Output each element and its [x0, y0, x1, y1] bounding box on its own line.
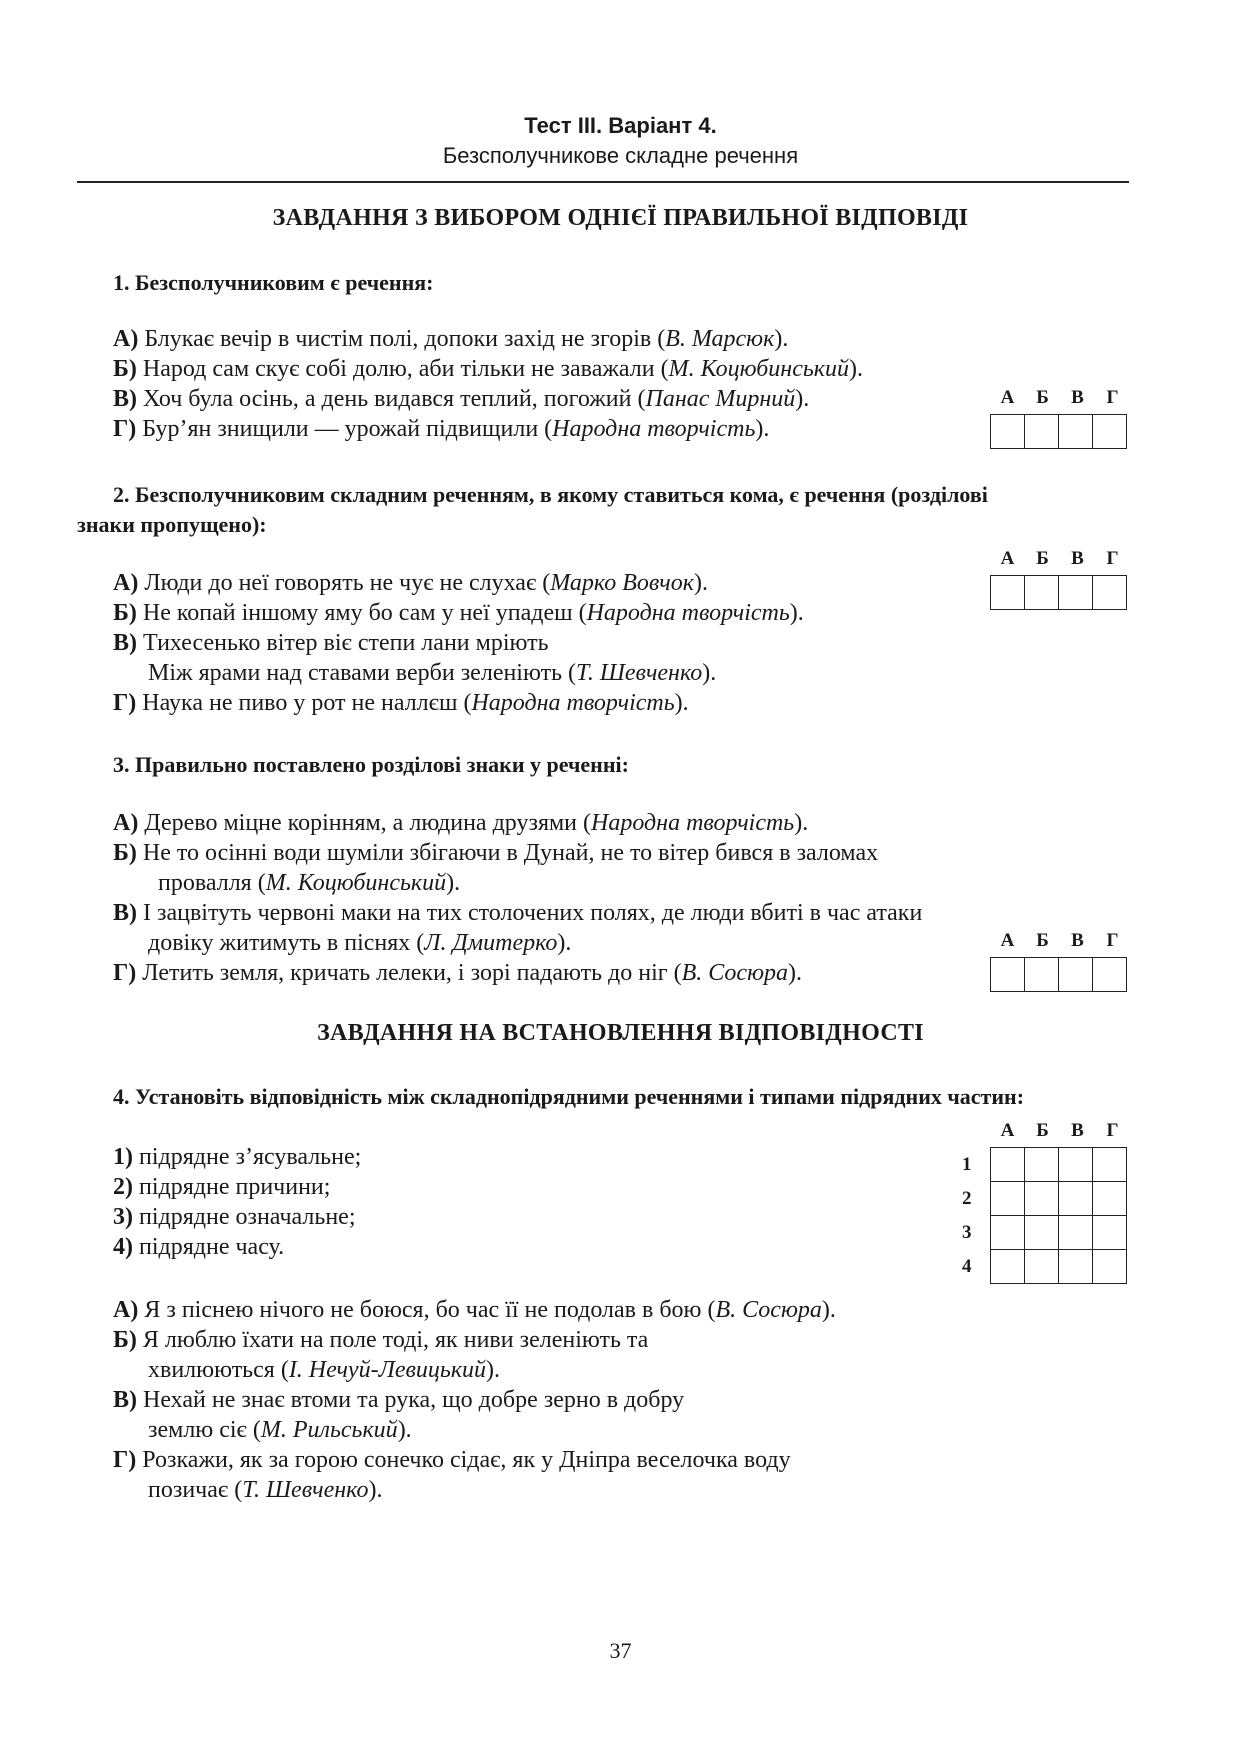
q3-option-b-continued: провалля (М. Коцюбинський). [158, 870, 461, 896]
q4-cell-3-g[interactable] [1093, 1216, 1127, 1250]
section-heading-single-choice: ЗАВДАННЯ З ВИБОРОМ ОДНІЄЇ ПРАВИЛЬНОЇ ВІДПОВІДІ [272, 205, 969, 231]
q4-option-g-continued: позичає (Т. Шевченко). [148, 1477, 383, 1503]
q3-answer-grid [990, 957, 1127, 992]
question-2-line-1: 2. Безсполучниковим складним реченням, в якому ставиться кома, є речення (розділові [113, 482, 988, 507]
q2-option-g[interactable]: Г) Наука не пиво у рот не наллєш (Народна творчість). [113, 690, 689, 716]
q4-answer-grid [962, 1147, 1127, 1284]
q2-option-v-continued: Між ярами над ставами верби зеленіють (Т. Шевченко). [148, 660, 717, 686]
q4-cell-1-g[interactable] [1093, 1148, 1127, 1182]
q4-cell-2-g[interactable] [1093, 1182, 1127, 1216]
q4-option-b-continued: хвилюються (І. Нечуй-Левицький). [148, 1357, 501, 1383]
test-title: Тест ІІІ. Варіант 4. [524, 113, 717, 138]
q4-option-a[interactable]: А) Я з піснею нічого не боюся, бо час її не подолав в бою (В. Сосюра). [113, 1297, 836, 1323]
test-subtitle: Безсполучникове складне речення [442, 143, 799, 168]
q3-cell-a[interactable] [991, 958, 1025, 992]
q1-option-v[interactable]: В) Хоч була осінь, а день видався теплий, погожий (Панас Мирний). [113, 386, 810, 412]
q2-option-b[interactable]: Б) Не копай іншому яму бо сам у неї упадеш (Народна творчість). [113, 600, 804, 626]
q4-type-2: 2) підрядне причини; [113, 1174, 331, 1200]
q1-cell-g[interactable] [1093, 415, 1127, 449]
q4-cell-1-b[interactable] [1025, 1148, 1059, 1182]
q4-cell-4-v[interactable] [1059, 1250, 1093, 1284]
q1-cell-a[interactable] [991, 415, 1025, 449]
q4-option-b[interactable]: Б) Я люблю їхати на поле тоді, як ниви зеленіють та [113, 1327, 649, 1353]
q4-grid-header: А Б В Г [1000, 1120, 1119, 1141]
q4-cell-4-g[interactable] [1093, 1250, 1127, 1284]
question-1: 1. Безсполучниковим є речення: [113, 270, 434, 295]
q4-cell-1-v[interactable] [1059, 1148, 1093, 1182]
q4-option-v[interactable]: В) Нехай не знає втоми та рука, що добре зерно в добру [113, 1387, 685, 1413]
q2-cell-a[interactable] [991, 576, 1025, 610]
q4-type-4: 4) підрядне часу. [113, 1234, 285, 1260]
q4-cell-4-b[interactable] [1025, 1250, 1059, 1284]
header-divider [77, 181, 1129, 183]
q1-cell-b[interactable] [1025, 415, 1059, 449]
q3-option-b[interactable]: Б) Не то осінні води шуміли збігаючи в Дунай, не то вітер бився в заломах [113, 840, 879, 866]
q1-cell-v[interactable] [1059, 415, 1093, 449]
q3-option-a[interactable]: А) Дерево міцне корінням, а людина друзями (Народна творчість). [113, 810, 809, 836]
q2-option-v[interactable]: В) Тихесенько вітер віє степи лани мріють [113, 630, 549, 656]
q1-option-b[interactable]: Б) Народ сам скує собі долю, аби тільки не заважали (М. Коцюбинський). [113, 356, 864, 382]
q1-answer-grid [990, 414, 1127, 449]
q3-option-v[interactable]: В) І зацвітуть червоні маки на тих столочених полях, де люди вбиті в час атаки [113, 900, 923, 926]
section-heading-matching: ЗАВДАННЯ НА ВСТАНОВЛЕННЯ ВІДПОВІДНОСТІ [317, 1020, 924, 1046]
q4-option-g[interactable]: Г) Розкажи, як за горою сонечко сідає, як у Дніпра веселочка воду [113, 1447, 791, 1473]
q3-cell-g[interactable] [1093, 958, 1127, 992]
q2-answer-grid [990, 575, 1127, 610]
q1-grid-header: А Б В Г [1000, 387, 1119, 408]
q2-cell-v[interactable] [1059, 576, 1093, 610]
page-number: 37 [609, 1638, 632, 1663]
q2-cell-b[interactable] [1025, 576, 1059, 610]
q4-cell-3-b[interactable] [1025, 1216, 1059, 1250]
q1-option-g[interactable]: Г) Бур’ян знищили — урожай підвищили (Народна творчість). [113, 416, 770, 442]
q4-cell-2-b[interactable] [1025, 1182, 1059, 1216]
question-4: 4. Установіть відповідність між складнопідрядними реченнями і типами підрядних частин: [113, 1084, 1025, 1109]
q4-type-3: 3) підрядне означальне; [113, 1204, 356, 1230]
q4-option-v-continued: землю сіє (М. Рильський). [148, 1417, 412, 1443]
q4-cell-1-a[interactable] [991, 1148, 1025, 1182]
q1-option-a[interactable]: А) Блукає вечір в чистім полі, допоки захід не згорів (В. Марсюк). [113, 326, 789, 352]
question-3: 3. Правильно поставлено розділові знаки у реченні: [113, 752, 629, 777]
q3-cell-v[interactable] [1059, 958, 1093, 992]
q4-row-label-4: 4 [962, 1255, 972, 1277]
q3-grid-header: А Б В Г [1000, 930, 1119, 951]
question-2-line-2: знаки пропущено): [77, 512, 267, 537]
q2-option-a[interactable]: А) Люди до неї говорять не чує не слухає (Марко Вовчок). [113, 570, 708, 596]
q4-cell-2-v[interactable] [1059, 1182, 1093, 1216]
q4-cell-3-a[interactable] [991, 1216, 1025, 1250]
q4-row-label-3: 3 [962, 1221, 972, 1243]
q2-grid-header: А Б В Г [1000, 548, 1119, 569]
q2-cell-g[interactable] [1093, 576, 1127, 610]
q3-option-g[interactable]: Г) Летить земля, кричать лелеки, і зорі падають до ніг (В. Сосюра). [113, 960, 802, 986]
q4-cell-2-a[interactable] [991, 1182, 1025, 1216]
q4-cell-4-a[interactable] [991, 1250, 1025, 1284]
q3-cell-b[interactable] [1025, 958, 1059, 992]
q3-option-v-continued: довіку житимуть в піснях (Л. Дмитерко). [148, 930, 572, 956]
q4-row-label-2: 2 [962, 1187, 972, 1209]
q4-type-1: 1) підрядне з’ясувальне; [113, 1144, 362, 1170]
q4-cell-3-v[interactable] [1059, 1216, 1093, 1250]
q4-row-label-1: 1 [962, 1153, 972, 1175]
